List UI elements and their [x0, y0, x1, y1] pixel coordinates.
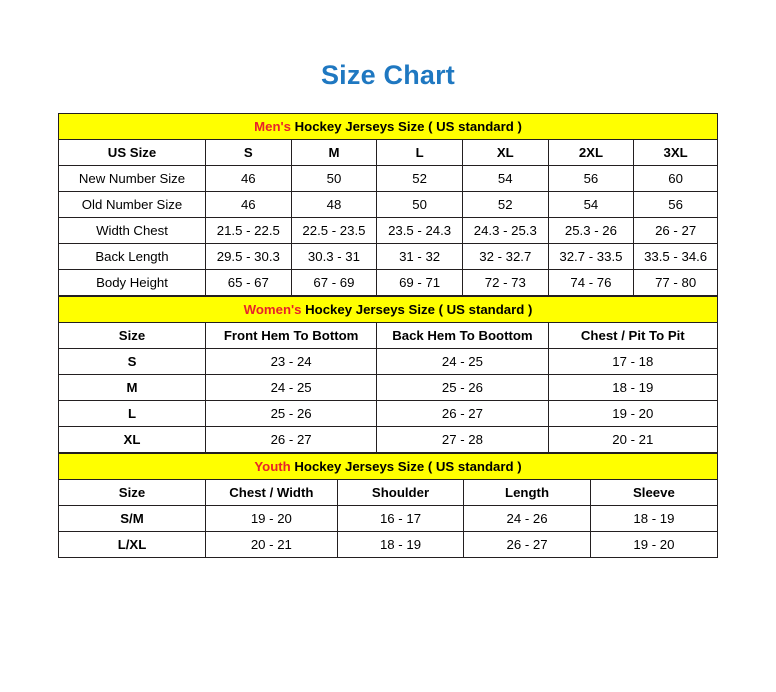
womens-row-3-cell-0: 26 - 27 — [205, 427, 376, 453]
table-row — [59, 427, 718, 453]
womens-row-3-label: XL — [59, 427, 206, 453]
mens-row-0-cell-3: 54 — [462, 166, 548, 192]
mens-row-1-label: Old Number Size — [59, 192, 206, 218]
youth-row-0-cell-2: 24 - 26 — [464, 506, 591, 532]
mens-col-4: XL — [462, 140, 548, 166]
mens-row-4-label: Body Height — [59, 270, 206, 296]
mens-row-1-cell-1: 48 — [291, 192, 377, 218]
mens-row-3-label: Back Length — [59, 244, 206, 270]
womens-row-1-label: M — [59, 375, 206, 401]
table-section-header-row — [59, 454, 718, 480]
mens-row-0-cell-0: 46 — [205, 166, 291, 192]
table-row — [59, 218, 718, 244]
youth-section-heading — [59, 454, 718, 480]
mens-row-1-cell-2: 50 — [377, 192, 463, 218]
womens-heading-rest: Hockey Jerseys Size ( US standard ) — [301, 302, 533, 317]
page-title: Size Chart — [320, 60, 456, 90]
womens-row-0-cell-0: 23 - 24 — [205, 349, 376, 375]
womens-col-1: Front Hem To Bottom — [205, 323, 376, 349]
womens-row-3-cell-1: 27 - 28 — [377, 427, 548, 453]
womens-row-0-cell-1: 24 - 25 — [377, 349, 548, 375]
mens-row-1-cell-3: 52 — [462, 192, 548, 218]
youth-heading-accent: Youth — [254, 459, 291, 474]
youth-col-4: Sleeve — [590, 480, 717, 506]
womens-col-3: Chest / Pit To Pit — [548, 323, 717, 349]
table-header-row — [59, 323, 718, 349]
womens-row-0-cell-2: 17 - 18 — [548, 349, 717, 375]
mens-row-1-cell-4: 54 — [548, 192, 634, 218]
mens-row-0-cell-1: 50 — [291, 166, 377, 192]
youth-row-1-cell-3: 19 - 20 — [590, 532, 717, 558]
mens-col-0: US Size — [59, 140, 206, 166]
mens-row-0-cell-2: 52 — [377, 166, 463, 192]
womens-row-2-cell-1: 26 - 27 — [377, 401, 548, 427]
womens-row-1-cell-2: 18 - 19 — [548, 375, 717, 401]
mens-col-5: 2XL — [548, 140, 634, 166]
womens-col-2: Back Hem To Boottom — [377, 323, 548, 349]
table-row — [59, 375, 718, 401]
mens-row-3-cell-5: 33.5 - 34.6 — [634, 244, 718, 270]
youth-row-0-cell-1: 16 - 17 — [337, 506, 464, 532]
mens-col-1: S — [205, 140, 291, 166]
youth-row-1-cell-1: 18 - 19 — [337, 532, 464, 558]
womens-row-2-cell-0: 25 - 26 — [205, 401, 376, 427]
mens-section-heading — [59, 114, 718, 140]
mens-col-2: M — [291, 140, 377, 166]
mens-row-3-cell-0: 29.5 - 30.3 — [205, 244, 291, 270]
youth-col-3: Length — [464, 480, 591, 506]
womens-row-3-cell-2: 20 - 21 — [548, 427, 717, 453]
mens-row-2-label: Width Chest — [59, 218, 206, 244]
mens-row-4-cell-5: 77 - 80 — [634, 270, 718, 296]
youth-heading-rest: Hockey Jerseys Size ( US standard ) — [290, 459, 522, 474]
youth-col-2: Shoulder — [337, 480, 464, 506]
table-row — [59, 244, 718, 270]
table-section-header-row — [59, 297, 718, 323]
mens-row-2-cell-1: 22.5 - 23.5 — [291, 218, 377, 244]
table-row — [59, 270, 718, 296]
mens-row-3-cell-3: 32 - 32.7 — [462, 244, 548, 270]
mens-row-4-cell-1: 67 - 69 — [291, 270, 377, 296]
mens-row-2-cell-4: 25.3 - 26 — [548, 218, 634, 244]
youth-col-1: Chest / Width — [205, 480, 337, 506]
mens-row-4-cell-4: 74 - 76 — [548, 270, 634, 296]
table-header-row — [59, 480, 718, 506]
mens-row-3-cell-4: 32.7 - 33.5 — [548, 244, 634, 270]
table-row — [59, 401, 718, 427]
table-row — [59, 532, 718, 558]
table-row — [59, 349, 718, 375]
table-row — [59, 506, 718, 532]
mens-size-table — [58, 113, 718, 296]
mens-heading-rest: Hockey Jerseys Size ( US standard ) — [290, 119, 522, 134]
mens-row-2-cell-0: 21.5 - 22.5 — [205, 218, 291, 244]
mens-row-2-cell-2: 23.5 - 24.3 — [377, 218, 463, 244]
youth-row-0-cell-0: 19 - 20 — [205, 506, 337, 532]
womens-row-1-cell-0: 24 - 25 — [205, 375, 376, 401]
youth-size-table — [58, 453, 718, 558]
table-row — [59, 166, 718, 192]
youth-row-1-label: L/XL — [59, 532, 206, 558]
youth-row-0-label: S/M — [59, 506, 206, 532]
youth-col-0: Size — [59, 480, 206, 506]
mens-heading-accent: Men's — [254, 119, 291, 134]
mens-row-4-cell-3: 72 - 73 — [462, 270, 548, 296]
mens-row-3-cell-2: 31 - 32 — [377, 244, 463, 270]
table-section-header-row — [59, 114, 718, 140]
womens-col-0: Size — [59, 323, 206, 349]
mens-row-0-label: New Number Size — [59, 166, 206, 192]
womens-row-1-cell-1: 25 - 26 — [377, 375, 548, 401]
youth-row-1-cell-0: 20 - 21 — [205, 532, 337, 558]
youth-row-0-cell-3: 18 - 19 — [590, 506, 717, 532]
mens-row-2-cell-5: 26 - 27 — [634, 218, 718, 244]
mens-row-1-cell-0: 46 — [205, 192, 291, 218]
mens-row-4-cell-2: 69 - 71 — [377, 270, 463, 296]
mens-col-6: 3XL — [634, 140, 718, 166]
womens-row-2-cell-2: 19 - 20 — [548, 401, 717, 427]
womens-row-2-label: L — [59, 401, 206, 427]
womens-size-table — [58, 296, 718, 453]
mens-row-0-cell-5: 60 — [634, 166, 718, 192]
womens-section-heading — [59, 297, 718, 323]
mens-row-2-cell-3: 24.3 - 25.3 — [462, 218, 548, 244]
womens-row-0-label: S — [59, 349, 206, 375]
size-chart-tables — [58, 113, 718, 558]
table-row — [59, 192, 718, 218]
mens-row-0-cell-4: 56 — [548, 166, 634, 192]
mens-row-3-cell-1: 30.3 - 31 — [291, 244, 377, 270]
mens-row-1-cell-5: 56 — [634, 192, 718, 218]
womens-heading-accent: Women's — [243, 302, 302, 317]
table-header-row — [59, 140, 718, 166]
mens-col-3: L — [377, 140, 463, 166]
mens-row-4-cell-0: 65 - 67 — [205, 270, 291, 296]
youth-row-1-cell-2: 26 - 27 — [464, 532, 591, 558]
